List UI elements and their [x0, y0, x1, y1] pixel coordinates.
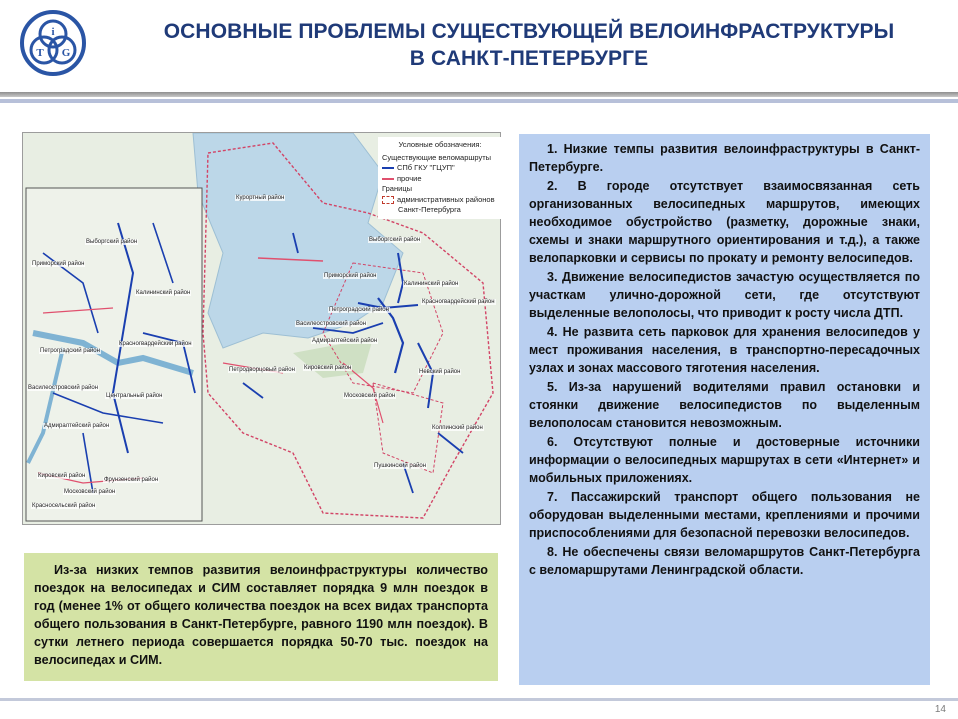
district-label: Курортный район [236, 195, 285, 201]
page-title [120, 18, 938, 72]
map-legend [378, 137, 502, 219]
legend-border-districts [382, 195, 498, 206]
district-label: Калининский район [136, 290, 191, 296]
district-label: Красногвардейский район [422, 299, 495, 305]
legend-route-gkup-label: СПб ГКУ "ГЦУП" [397, 163, 455, 172]
trip-statistics-text: Из-за низких темпов развития велоинфраструктуры количество поездок на велосипедах и СИМ составляет порядка 9 млн поездок в год (менее 1% от общего количества поездок на всех видах транспорта общего пользования в Санкт-Петербурге, равного 1190 млн поездок). В сутки летнего периода совершается порядка 50-70 тыс. поездок на велосипедах и СИМ. [24, 553, 498, 681]
district-label: Красносельский район [32, 503, 96, 509]
district-label: Кировский район [304, 365, 352, 371]
district-label: Московский район [344, 393, 396, 399]
problem-item: 5. Из-за нарушений водителями правил остановки и стоянки движение велосипедистов по выделенным велополосам становится невозможным. [529, 380, 920, 430]
problem-item: 6. Отсутствуют полные и достоверные источники информации о велосипедных маршрутах в сети «Интернет» и мобильных приложениях. [529, 435, 920, 485]
legend-title: Условные обозначения: [398, 140, 482, 149]
svg-text:i: i [51, 26, 55, 38]
district-label: Петродворцовый район [229, 367, 295, 373]
title-line-1: ОСНОВНЫЕ ПРОБЛЕМЫ СУЩЕСТВУЮЩЕЙ ВЕЛОИНФРАСТРУКТУРЫ [163, 20, 895, 43]
district-label: Пушкинский район [374, 463, 427, 469]
problem-item: 4. Не развита сеть парковок для хранения велосипедов у мест проживания населения, в транспортно-пересадочных узлах и зонах массового тяготения населения. [529, 325, 920, 375]
district-label: Выборгский район [369, 237, 421, 243]
legend-border-districts-label: административных районов [397, 194, 495, 204]
district-label: Петроградский район [40, 348, 100, 354]
itg-logo [10, 8, 96, 78]
district-label: Фрунзенский район [104, 477, 159, 483]
district-label: Василеостровский район [28, 385, 99, 391]
route-swatch-gkup [382, 167, 394, 169]
header-divider-accent [0, 99, 958, 103]
district-label: Центральный район [106, 393, 163, 399]
header-divider [0, 92, 958, 97]
problem-item: 8. Не обеспечены связи веломаршрутов Санкт-Петербурга с веломаршрутами Ленинградской области. [529, 545, 920, 577]
route-swatch-other [382, 178, 394, 180]
district-label: Приморский район [32, 261, 85, 267]
legend-routes-heading: Существующие веломаршруты [382, 152, 492, 162]
district-label: Адмиралтейский район [312, 338, 378, 344]
page-number: 14 [934, 704, 946, 715]
legend-route-gkup [382, 163, 498, 174]
legend-border-city: Санкт-Петербурга [398, 205, 461, 214]
footer-divider [0, 698, 958, 701]
problem-item: 2. В городе отсутствует взаимосвязанная сеть организованных велосипедных маршрутов, имеющих необходимое обустройство (разметку, дорожные знаки, схемы и знаки маршрутного ориентирования и т.д.), а также велопарковки и сервисы по прокату и ремонту велосипедов. [529, 179, 920, 265]
title-line-2: В САНКТ-ПЕТЕРБУРГЕ [409, 47, 649, 70]
district-label: Адмиралтейский район [44, 423, 110, 429]
legend-route-other [382, 174, 498, 185]
district-label: Красногвардейский район [119, 341, 192, 347]
district-label: Московский район [64, 489, 116, 495]
border-swatch [382, 196, 394, 204]
district-label: Невский район [419, 369, 461, 375]
problems-list [519, 134, 930, 685]
district-label: Петроградский район [329, 307, 389, 313]
district-label: Приморский район [324, 273, 377, 279]
problem-item: 1. Низкие темпы развития велоинфраструктуры в Санкт-Петербурге. [529, 142, 920, 174]
svg-text:G: G [61, 47, 71, 59]
district-label: Василеостровский район [296, 321, 367, 327]
district-label: Выборгский район [86, 239, 138, 245]
legend-route-other-label: прочие [397, 173, 422, 183]
problem-item: 7. Пассажирский транспорт общего пользования не оборудован выделенными местами, креплениями и прочими приспособлениями для безопасной перевозки велосипедов. [529, 490, 920, 540]
district-label: Кировский район [38, 473, 86, 479]
svg-text:T: T [36, 47, 44, 59]
legend-borders-heading: Границы [382, 184, 412, 193]
problem-item: 3. Движение велосипедистов зачастую осуществляется по участкам улично-дорожной сети, где отсутствуют выделенные велополосы, что приводит к росту числа ДТП. [529, 270, 920, 320]
district-label: Колпинский район [432, 425, 483, 431]
district-label: Калининский район [404, 281, 459, 287]
